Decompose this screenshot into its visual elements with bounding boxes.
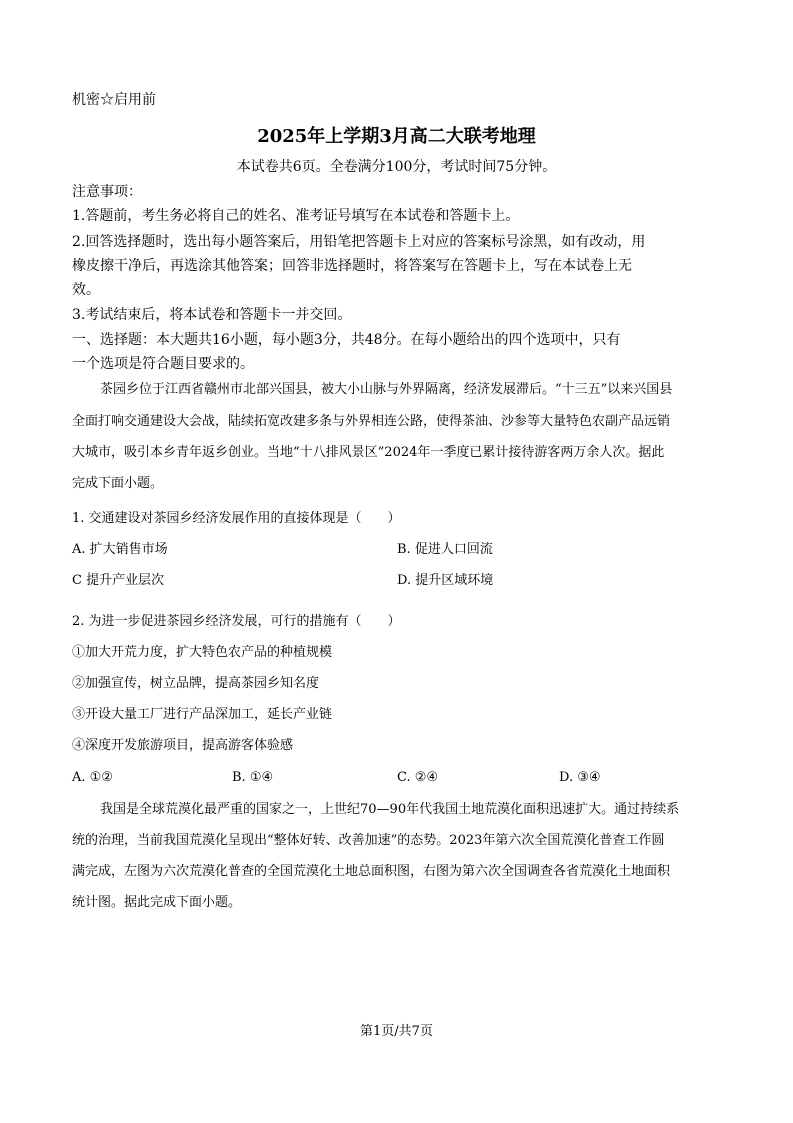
passage-2-line-4: 统计图。据此完成下面小题。	[72, 895, 242, 910]
question-2-statement-2: ②加强宣传，树立品牌，提高茶园乡知名度	[72, 676, 320, 691]
passage-1-line-4: 完成下面小题。	[72, 476, 164, 491]
question-2-statement-1: ①加大开荒力度，扩大特色农产品的种植规模	[72, 645, 333, 660]
passage-1-line-1: 茶园乡位于江西省赣州市北部兴国县，被大小山脉与外界隔离，经济发展滞后。“十三五”以来兴国县	[100, 382, 673, 397]
passage-2-line-2: 统的治理，当前我国荒漠化呈现出“整体好转、改善加速”的态势。2023年第六次全国荒漠化普查工作圆	[72, 833, 665, 848]
notice-item-3: 3.考试结束后，将本试卷和答题卡一并交回。	[72, 307, 352, 323]
question-2-stem: 2. 为进一步促进茶园乡经济发展，可行的措施有（ ）	[72, 614, 401, 629]
passage-1-line-3: 大城市，吸引本乡青年返乡创业。当地“十八排风景区”2024年一季度已累计接待游客两万余人次。据此	[72, 445, 665, 460]
notice-item-2-line-3: 效。	[72, 282, 100, 298]
section-heading-line-1: 一、选择题：本大题共16小题，每小题3分，共48分。在每小题给出的四个选项中，只有	[72, 332, 621, 348]
passage-1-line-2: 全面打响交通建设大会战，陆续拓宽改建多条与外界相连公路，使得茶油、沙参等大量特色农副产品远销	[72, 414, 671, 429]
passage-2-line-1: 我国是全球荒漠化最严重的国家之一，上世纪70—90年代我国土地荒漠化面积迅速扩大。通过持续系	[100, 802, 680, 817]
question-2-statement-3: ③开设大量工厂进行产品深加工，延长产业链	[72, 707, 333, 722]
notice-item-2-line-2: 橡皮擦干净后，再选涂其他答案；回答非选择题时，将答案写在答题卡上，写在本试卷上无	[72, 258, 632, 274]
exam-info: 本试卷共6页。全卷满分100分，考试时间75分钟。	[236, 159, 557, 175]
notice-item-1: 1.答题前，考生务必将自己的姓名、准考证号填写在本试卷和答题卡上。	[72, 208, 520, 224]
section-heading-line-2: 一个选项是符合题目要求的。	[72, 356, 254, 372]
question-2-option-a: A. ①②	[72, 770, 113, 785]
question-1-option-d: D. 提升区域环境	[397, 573, 494, 588]
page-number: 第1页/共7页	[360, 1024, 433, 1039]
confidential-label: 机密☆启用前	[72, 92, 156, 108]
notice-item-2-line-1: 2.回答选择题时，选出每小题答案后，用铅笔把答题卡上对应的答案标号涂黑，如有改动，用	[72, 234, 646, 250]
question-1-option-b: B. 促进人口回流	[397, 542, 493, 557]
page-title: 2025年上学期3月高二大联考地理	[257, 126, 536, 147]
question-2-option-d: D. ③④	[559, 770, 601, 785]
question-1-option-c: C 提升产业层次	[72, 573, 165, 588]
question-2-statement-4: ④深度开发旅游项目，提高游客体验感	[72, 738, 294, 753]
notice-heading: 注意事项：	[72, 184, 142, 200]
question-2-option-c: C. ②④	[397, 770, 439, 785]
question-1-stem: 1. 交通建设对茶园乡经济发展作用的直接体现是（ ）	[72, 511, 401, 526]
passage-2-line-3: 满完成，左图为六次荒漠化普查的全国荒漠化土地总面积图，右图为第六次全国调查各省荒漠化土地面积	[72, 864, 671, 879]
question-2-option-b: B. ①④	[232, 770, 274, 785]
question-1-option-a: A. 扩大销售市场	[72, 542, 168, 557]
